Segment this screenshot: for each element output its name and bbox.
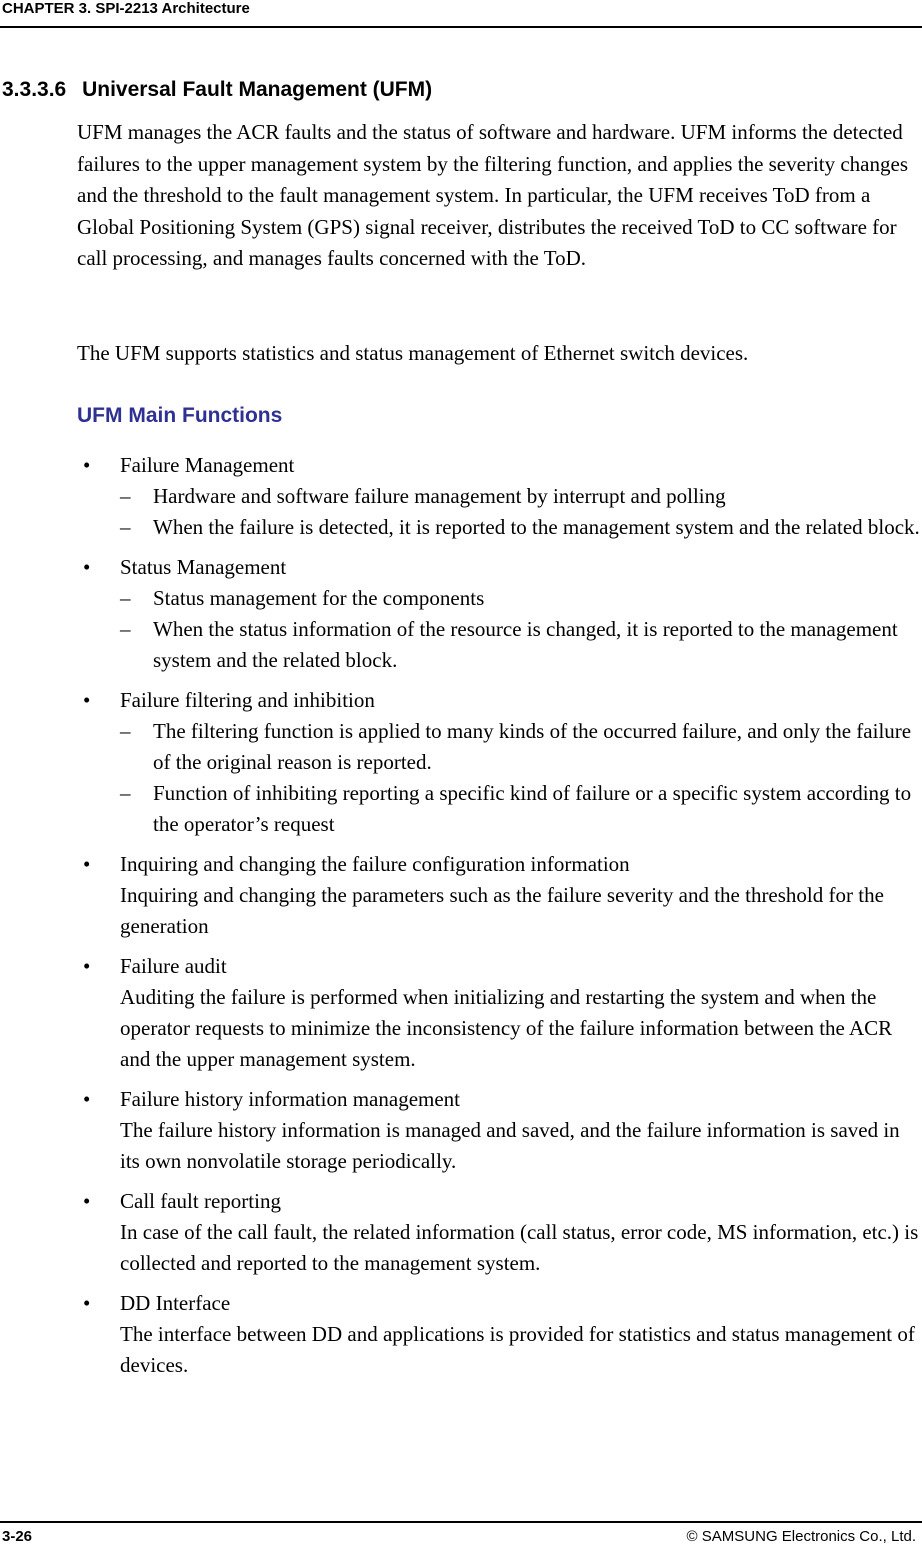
item-label: Failure Management — [120, 453, 295, 477]
functions-list — [77, 450, 922, 1390]
sub-item-text: Hardware and software failure management by interrupt and polling — [153, 484, 726, 508]
copyright: © SAMSUNG Electronics Co., Ltd. — [686, 1528, 916, 1545]
list-item — [77, 1186, 922, 1279]
bullet-icon: • — [83, 1087, 91, 1111]
page-number: 3-26 — [2, 1528, 33, 1545]
dash-icon: – — [120, 515, 131, 539]
bullet-icon: • — [83, 852, 91, 876]
header-divider — [0, 26, 922, 28]
list-item — [77, 552, 922, 676]
item-label: Status Management — [120, 555, 287, 579]
intro-paragraph: UFM manages the ACR faults and the status of software and hardware. UFM informs the detected failures to the upper management system by the filtering function, and applies the severity changes and the threshold to the fault management system. In particular, the UFM receives ToD from a Global Positioning System (GPS) signal receiver, distributes the received ToD to CC software for call processing, and manages faults concerned with the ToD. — [77, 120, 908, 270]
dash-icon: – — [120, 617, 131, 641]
sub-item-text: When the failure is detected, it is reported to the management system and the related block. — [153, 515, 920, 539]
list-item — [77, 1288, 922, 1381]
ethernet-paragraph: The UFM supports statistics and status management of Ethernet switch devices. — [77, 341, 749, 365]
footer-divider — [0, 1521, 922, 1523]
section-title: Universal Fault Management (UFM) — [82, 78, 433, 101]
bullet-icon: • — [83, 1189, 91, 1213]
bullet-icon: • — [83, 453, 91, 477]
item-description: Inquiring and changing the parameters such as the failure severity and the threshold for the generation — [120, 883, 884, 938]
sub-item — [120, 481, 922, 512]
dash-icon: – — [120, 781, 131, 805]
dash-icon: – — [120, 586, 131, 610]
sub-item-text: The filtering function is applied to many kinds of the occurred failure, and only the failure of the original reason is reported. — [153, 719, 912, 774]
bullet-icon: • — [83, 1291, 91, 1315]
list-item — [77, 951, 922, 1075]
dash-icon: – — [120, 484, 131, 508]
functions-heading: UFM Main Functions — [77, 404, 283, 427]
sub-item-text: When the status information of the resource is changed, it is reported to the management system and the related block. — [153, 617, 898, 672]
sub-item — [120, 512, 922, 543]
sub-item-text: Function of inhibiting reporting a specific kind of failure or a specific system according to the operator’s request — [153, 781, 912, 836]
list-item — [77, 849, 922, 942]
bullet-icon: • — [83, 688, 91, 712]
item-description: The interface between DD and applications is provided for statistics and status management of devices. — [120, 1322, 915, 1377]
item-label: Call fault reporting — [120, 1189, 281, 1213]
item-label: DD Interface — [120, 1291, 231, 1315]
item-description: In case of the call fault, the related information (call status, error code, MS information, etc.) is collected and reported to the management system. — [120, 1220, 919, 1275]
list-item — [77, 685, 922, 840]
item-description: Auditing the failure is performed when initializing and restarting the system and when the operator requests to minimize the inconsistency of the failure information between the ACR and the upper management system. — [120, 985, 893, 1071]
sub-item — [120, 778, 922, 840]
item-description: The failure history information is managed and saved, and the failure information is saved in its own nonvolatile storage periodically. — [120, 1118, 900, 1173]
item-label: Failure history information management — [120, 1087, 460, 1111]
list-item — [77, 450, 922, 543]
bullet-icon: • — [83, 954, 91, 978]
sub-item — [120, 583, 922, 614]
item-label: Inquiring and changing the failure configuration information — [120, 852, 630, 876]
bullet-icon: • — [83, 555, 91, 579]
dash-icon: – — [120, 719, 131, 743]
sub-item — [120, 614, 922, 676]
sub-item-text: Status management for the components — [153, 586, 485, 610]
item-label: Failure filtering and inhibition — [120, 688, 375, 712]
section-heading — [2, 78, 432, 102]
item-label: Failure audit — [120, 954, 227, 978]
chapter-header: CHAPTER 3. SPI-2213 Architecture — [2, 0, 250, 17]
list-item — [77, 1084, 922, 1177]
section-number: 3.3.3.6 — [2, 78, 67, 101]
sub-item — [120, 716, 922, 778]
